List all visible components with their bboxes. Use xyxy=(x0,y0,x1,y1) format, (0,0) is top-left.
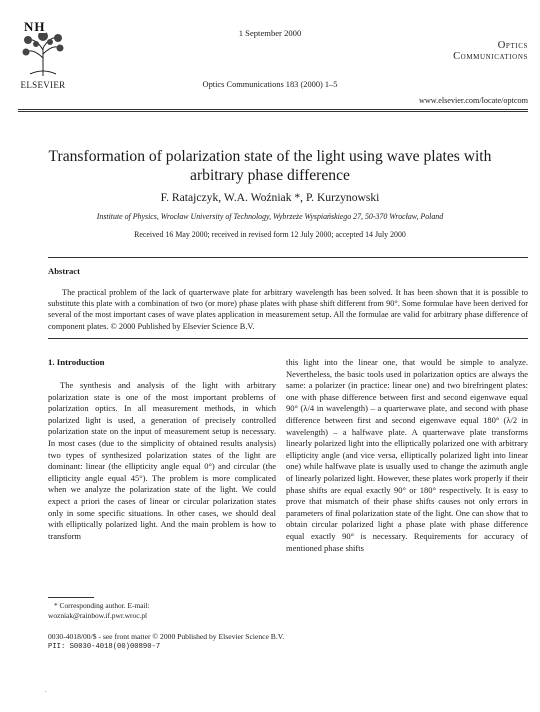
footnote-rule xyxy=(48,597,94,598)
abstract-bottom-rule xyxy=(48,338,528,339)
affiliation: Institute of Physics, Wrocław University of Technology, Wybrzeże Wyspiańskiego 27, 50-370 Wrocław, Poland xyxy=(96,212,444,221)
footnote-line1: * Corresponding author. E-mail: xyxy=(54,601,150,610)
received-dates: Received 16 May 2000; received in revised form 12 July 2000; accepted 14 July 2000 xyxy=(134,230,406,239)
issn-line: 0030-4018/00/$ - see front matter © 2000 Published by Elsevier Science B.V. xyxy=(48,632,285,641)
abstract-heading: Abstract xyxy=(48,266,80,276)
page-mark: . xyxy=(45,688,47,694)
pii-line: PII: S0030-4018(00)00890-7 xyxy=(48,643,161,651)
bottom-meta xyxy=(48,632,284,652)
abstract-top-rule xyxy=(48,257,528,258)
abstract-text: The practical problem of the lack of quarterwave plate for arbitrary wavelength has been solved. It has been shown that it is possible to substitute this plate with a combination of two (or more) phase plates with phase shift different from 90°. Some formulae have been derived for several of the most important cases of wave plates application in measurement setup. All the formulae are valid for arbitrary phase difference of component plates. © 2000 Published by Elsevier Science B.V. xyxy=(48,288,528,331)
journal-reference: Optics Communications 183 (2000) 1–5 xyxy=(202,80,338,89)
header-rule-double xyxy=(18,111,528,112)
publisher-name: ELSEVIER xyxy=(20,80,66,90)
journal-logo xyxy=(408,40,528,62)
article-title: Transformation of polarization state of the light using wave plates with arbitrary phase difference xyxy=(48,148,492,184)
header-rule xyxy=(18,109,528,110)
intro-paragraph-left: The synthesis and analysis of the light with arbitrary polarization state is one of the most important problems of polarization optics. In all measurement methods, in which polarized light is used, a generation of precisely controlled polarization state on the input of measurement setup is necessary. In most cases (due to the simplicity of obtained results analysis) two types of synthesized polarization states of the light are dominant: linear (the ellipticity angle equal 0°) and circular (the ellipticity angle equal 45°). The problem is more complicated when we analyze the polarization state of the light. We could expect a priori the cases of linear or circular polarization states only in some specific situations. In other cases, we should deal with elliptically polarized light. And the main problem is how to transform xyxy=(48,380,276,541)
left-column xyxy=(48,380,276,542)
section-heading: 1. Introduction xyxy=(48,357,105,367)
footnote-email[interactable]: wozniak@rainbow.if.pwr.wroc.pl xyxy=(48,611,148,620)
journal-logo-line2: Communications xyxy=(453,51,528,62)
article-authors: F. Ratajczyk, W.A. Woźniak *, P. Kurzynowski xyxy=(160,191,380,204)
right-column xyxy=(286,357,528,554)
footnote xyxy=(48,601,268,621)
journal-logo-line1: Optics xyxy=(497,40,528,51)
issue-date: 1 September 2000 xyxy=(238,28,302,38)
intro-paragraph-right: this light into the linear one, that would be simple to analyze. Nevertheless, the basic tools used in polarization optics are always the same: a polarizer (in practice: linear one) and two birefringent plates: one with phase difference between first and second eigenwave equal 90° (λ/4 in wavelength) – a quarterwave plate, and second with phase difference between first and second eigenwave equal 180° (λ/2 in wavelength) – a halfwave plate. A quarterwave plate transforms linearly polarized light into the elliptically polarized one with arbitrary ellipticity angle (and vice versa, elliptically polarized light into linear one) while halfwave plate is usually used to change the azimuth angle of linearly polarized light. However, these plates work properly if their phase shifts are equal exactly 90° or 180° respectively. It is easy to prove that mismatch of their phase shifts causes not only errors in parameters of final polarization state of the light. One can show that to obtain circular polarized light a phase plate with phase difference equal exactly 90° is necessary. Requirements for accuracy of mentioned phase shifts xyxy=(286,357,528,553)
publisher-logo-text: NH xyxy=(24,19,46,34)
journal-url[interactable]: www.elsevier.com/locate/optcom xyxy=(418,96,528,105)
